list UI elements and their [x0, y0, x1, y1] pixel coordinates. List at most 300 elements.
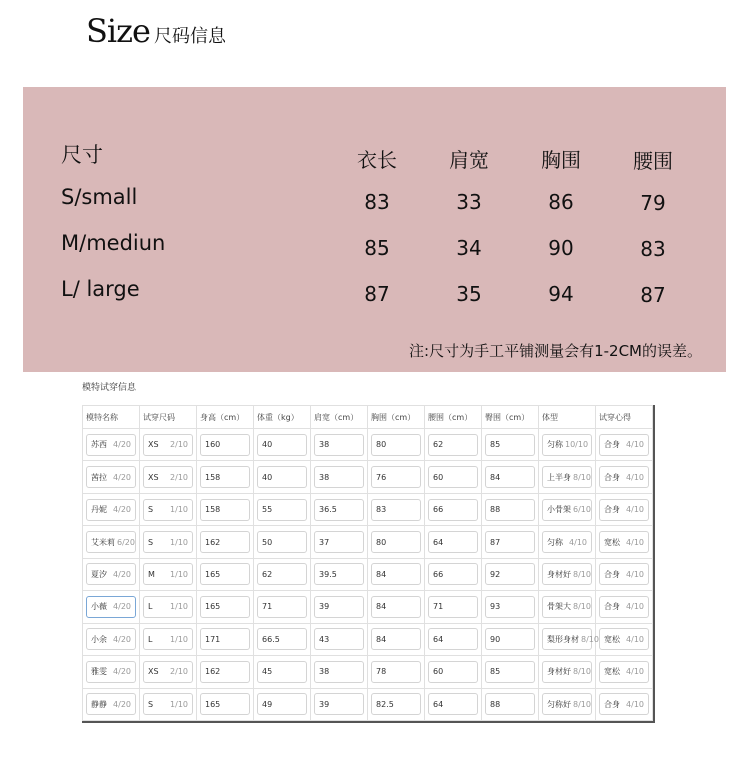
cell-value-box[interactable]: [86, 434, 136, 456]
cell-count: 1/10: [170, 699, 188, 709]
cell-value: 162: [205, 667, 221, 677]
cell-value: 匀称: [547, 440, 563, 450]
cell-value-box[interactable]: [485, 596, 535, 618]
cell-value-box[interactable]: [542, 661, 592, 683]
cell-value-box[interactable]: [200, 563, 250, 585]
column-header: 试穿尺码: [140, 406, 197, 429]
cell-value: 71: [433, 602, 444, 612]
table-cell: [596, 558, 653, 590]
table-cell: [368, 526, 425, 558]
cell-value-box[interactable]: [314, 499, 364, 521]
cell-value-box[interactable]: [371, 661, 421, 683]
cell-value-box[interactable]: [86, 596, 136, 618]
cell-value: 苏西: [91, 440, 107, 450]
column-header: 身高（cm）: [197, 406, 254, 429]
table-cell: [482, 623, 539, 655]
table-row: [83, 558, 653, 590]
cell-count: 8/10: [573, 699, 591, 709]
page-title: [86, 12, 226, 50]
cell-value-box[interactable]: [257, 661, 307, 683]
column-header: 模特名称: [83, 406, 140, 429]
cell-count: 4/20: [113, 634, 131, 644]
cell-value-box[interactable]: [200, 596, 250, 618]
table-cell: [311, 461, 368, 493]
cell-value-box[interactable]: [86, 628, 136, 650]
cell-value-box[interactable]: [485, 434, 535, 456]
cell-value-box[interactable]: [257, 596, 307, 618]
cell-value: 76: [376, 472, 387, 482]
cell-count: 4/20: [113, 569, 131, 579]
table-cell: [197, 558, 254, 590]
cell-value-box[interactable]: [314, 628, 364, 650]
cell-value: 小骨架: [547, 505, 571, 515]
table-cell: [140, 688, 197, 721]
cell-value-box[interactable]: [428, 628, 478, 650]
table-cell: [539, 461, 596, 493]
cell-value: 艾米莉: [91, 537, 115, 547]
cell-value: 38: [319, 472, 330, 482]
cell-value: 84: [376, 634, 387, 644]
cell-value-box[interactable]: [257, 563, 307, 585]
table-cell: [425, 493, 482, 525]
cell-value: 宽松: [604, 667, 620, 677]
cell-value-box[interactable]: [200, 693, 250, 715]
table-row: [83, 688, 653, 721]
cell-value: 身材好: [547, 569, 571, 579]
cell-value-box[interactable]: [599, 596, 649, 618]
cell-value: 88: [490, 699, 501, 709]
cell-value: 171: [205, 634, 221, 644]
table-cell: [83, 526, 140, 558]
table-cell: [596, 461, 653, 493]
table-cell: [311, 656, 368, 688]
cell-value: 165: [205, 602, 221, 612]
cell-value: 55: [262, 505, 273, 515]
cell-value: 匀称: [547, 537, 563, 547]
cell-value: 62: [433, 440, 444, 450]
cell-value-box[interactable]: [257, 628, 307, 650]
table-cell: [83, 623, 140, 655]
cell-value: 合身: [604, 472, 620, 482]
cell-value: 宽松: [604, 537, 620, 547]
size-header-label: 尺寸: [61, 143, 103, 167]
cell-value: 小薇: [91, 602, 107, 612]
table-cell: [197, 526, 254, 558]
table-cell: [140, 591, 197, 623]
table-cell: [425, 526, 482, 558]
cell-value-box[interactable]: [485, 499, 535, 521]
cell-value: 梨形身材: [547, 634, 579, 644]
cell-value: 83: [376, 505, 387, 515]
cell-count: 4/10: [626, 472, 644, 482]
cell-value: 50: [262, 537, 273, 547]
cell-value: 90: [490, 634, 501, 644]
table-cell: [539, 526, 596, 558]
cell-value-box[interactable]: [428, 596, 478, 618]
cell-value: S: [148, 505, 154, 515]
table-cell: [197, 461, 254, 493]
size-value: 87: [364, 282, 390, 306]
table-cell: [254, 461, 311, 493]
cell-count: 6/20: [117, 537, 135, 547]
table-cell: [425, 429, 482, 461]
table-cell: [197, 656, 254, 688]
cell-value-box[interactable]: [542, 531, 592, 553]
cell-value: 158: [205, 505, 221, 515]
cell-value-box[interactable]: [371, 531, 421, 553]
table-cell: [83, 656, 140, 688]
table-cell: [368, 591, 425, 623]
cell-value: 92: [490, 569, 501, 579]
table-cell: [482, 558, 539, 590]
table-cell: [482, 656, 539, 688]
cell-value-box[interactable]: [599, 563, 649, 585]
table-cell: [596, 656, 653, 688]
cell-count: 4/10: [626, 440, 644, 450]
cell-count: 4/20: [113, 699, 131, 709]
cell-count: 1/10: [170, 634, 188, 644]
table-cell: [311, 429, 368, 461]
cell-count: 2/10: [170, 440, 188, 450]
table-cell: [140, 623, 197, 655]
cell-value: 合身: [604, 440, 620, 450]
cell-value: 43: [319, 634, 330, 644]
table-cell: [254, 429, 311, 461]
cell-value-box[interactable]: [86, 563, 136, 585]
table-header-row: [83, 406, 653, 429]
table-cell: [539, 429, 596, 461]
column-header: 体型: [539, 406, 596, 429]
cell-value-box[interactable]: [599, 661, 649, 683]
cell-value: 45: [262, 667, 273, 677]
table-cell: [254, 656, 311, 688]
cell-count: 4/10: [626, 537, 644, 547]
table-cell: [311, 526, 368, 558]
cell-count: 8/10: [573, 602, 591, 612]
cell-value-box[interactable]: [143, 628, 193, 650]
table-cell: [311, 591, 368, 623]
cell-value-box[interactable]: [599, 499, 649, 521]
cell-value-box[interactable]: [542, 466, 592, 488]
cell-value-box[interactable]: [485, 531, 535, 553]
cell-value: 匀称好: [547, 699, 571, 709]
size-value: 83: [640, 237, 666, 261]
cell-count: 1/10: [170, 602, 188, 612]
cell-count: 2/10: [170, 472, 188, 482]
title-size-cn: 尺码信息: [153, 26, 226, 47]
cell-value: 37: [319, 537, 330, 547]
table-cell: [197, 623, 254, 655]
cell-value-box[interactable]: [485, 466, 535, 488]
cell-value: XS: [148, 472, 159, 482]
table-cell: [197, 429, 254, 461]
cell-value: 49: [262, 699, 273, 709]
cell-count: 8/10: [573, 667, 591, 677]
cell-value-box[interactable]: [542, 596, 592, 618]
table-cell: [83, 688, 140, 721]
table-cell: [482, 688, 539, 721]
cell-value: 158: [205, 472, 221, 482]
cell-value-box[interactable]: [86, 531, 136, 553]
cell-value: 合身: [604, 602, 620, 612]
cell-value-box[interactable]: [257, 531, 307, 553]
model-info-title: 模特试穿信息: [82, 383, 137, 393]
size-value: 34: [456, 236, 482, 260]
cell-value-box[interactable]: [314, 661, 364, 683]
cell-value: 上半身: [547, 472, 571, 482]
cell-count: 4/20: [113, 472, 131, 482]
cell-value: 丹妮: [91, 505, 107, 515]
cell-value-box[interactable]: [257, 434, 307, 456]
cell-count: 4/10: [626, 505, 644, 515]
size-header-chest: 胸围: [541, 148, 581, 172]
cell-value-box[interactable]: [314, 531, 364, 553]
size-value: 86: [548, 190, 574, 214]
cell-value-box[interactable]: [200, 531, 250, 553]
cell-value-box[interactable]: [428, 499, 478, 521]
table-cell: [482, 493, 539, 525]
cell-value-box[interactable]: [428, 693, 478, 715]
cell-value-box[interactable]: [599, 531, 649, 553]
table-cell: [368, 429, 425, 461]
cell-value-box[interactable]: [542, 628, 599, 650]
size-row-label: S/small: [61, 185, 138, 209]
table-row: [83, 656, 653, 688]
cell-value: 40: [262, 472, 273, 482]
title-size-word: Size: [86, 12, 150, 50]
cell-value-box[interactable]: [143, 563, 193, 585]
table-cell: [368, 623, 425, 655]
cell-value-box[interactable]: [143, 596, 193, 618]
cell-value-box[interactable]: [143, 499, 193, 521]
cell-value-box[interactable]: [257, 466, 307, 488]
table-cell: [539, 623, 599, 655]
cell-value-box[interactable]: [428, 661, 478, 683]
cell-value-box[interactable]: [599, 693, 649, 715]
cell-value: 39: [319, 699, 330, 709]
cell-value-box[interactable]: [542, 434, 592, 456]
cell-value: 85: [490, 667, 501, 677]
table-cell: [596, 591, 653, 623]
cell-value-box[interactable]: [143, 661, 193, 683]
cell-value: XS: [148, 667, 159, 677]
cell-value: 80: [376, 537, 387, 547]
cell-value-box[interactable]: [428, 531, 478, 553]
table-row: [83, 526, 653, 558]
table-cell: [140, 461, 197, 493]
cell-value-box[interactable]: [143, 531, 193, 553]
cell-value: 66: [433, 505, 444, 515]
cell-value-box[interactable]: [86, 499, 136, 521]
cell-value-box[interactable]: [200, 466, 250, 488]
cell-value-box[interactable]: [143, 693, 193, 715]
cell-value-box[interactable]: [200, 628, 250, 650]
cell-value: 93: [490, 602, 501, 612]
cell-value: 82.5: [376, 699, 394, 709]
cell-value-box[interactable]: [428, 466, 478, 488]
cell-value: 60: [433, 667, 444, 677]
table-row: [83, 461, 653, 493]
table-cell: [368, 493, 425, 525]
table-row: [83, 623, 653, 655]
table-cell: [140, 429, 197, 461]
cell-value-box[interactable]: [371, 499, 421, 521]
cell-value: 71: [262, 602, 273, 612]
cell-value: 小余: [91, 634, 107, 644]
cell-count: 1/10: [170, 569, 188, 579]
table-cell: [140, 656, 197, 688]
cell-value-box[interactable]: [314, 434, 364, 456]
table-cell: [482, 591, 539, 623]
table-cell: [368, 558, 425, 590]
cell-value: 88: [490, 505, 501, 515]
cell-value-box[interactable]: [428, 563, 478, 585]
table-cell: [311, 493, 368, 525]
table-cell: [254, 493, 311, 525]
model-info-table: [82, 405, 655, 723]
cell-value: 38: [319, 667, 330, 677]
table-row: [83, 591, 653, 623]
cell-value-box[interactable]: [485, 628, 535, 650]
table-cell: [425, 591, 482, 623]
cell-value-box[interactable]: [428, 434, 478, 456]
cell-value-box[interactable]: [200, 661, 250, 683]
column-header: 臀围（cm）: [482, 406, 539, 429]
cell-value: 64: [433, 537, 444, 547]
cell-value-box[interactable]: [200, 499, 250, 521]
cell-value-box[interactable]: [86, 466, 136, 488]
size-header-length: 衣长: [357, 148, 397, 172]
cell-value-box[interactable]: [371, 563, 421, 585]
cell-value-box[interactable]: [257, 499, 307, 521]
cell-value-box[interactable]: [371, 628, 421, 650]
table-cell: [425, 623, 482, 655]
table-cell: [539, 656, 596, 688]
cell-value: 合身: [604, 699, 620, 709]
cell-value-box[interactable]: [86, 693, 136, 715]
cell-value-box[interactable]: [314, 693, 364, 715]
column-header: 试穿心得: [596, 406, 653, 429]
cell-value-box[interactable]: [485, 563, 535, 585]
size-value: 94: [548, 282, 574, 306]
cell-count: 4/10: [626, 602, 644, 612]
cell-value-box[interactable]: [86, 661, 136, 683]
table-cell: [596, 688, 653, 721]
size-value: 33: [456, 190, 482, 214]
cell-value: 84: [490, 472, 501, 482]
table-cell: [197, 493, 254, 525]
cell-value-box[interactable]: [314, 466, 364, 488]
cell-value: 36.5: [319, 505, 337, 515]
cell-count: 4/10: [626, 667, 644, 677]
cell-value: L: [148, 602, 153, 612]
cell-value: 162: [205, 537, 221, 547]
table-cell: [311, 623, 368, 655]
cell-value-box[interactable]: [314, 563, 364, 585]
cell-value: 64: [433, 634, 444, 644]
cell-value-box[interactable]: [371, 693, 421, 715]
size-value: 83: [364, 190, 390, 214]
cell-value: 85: [490, 440, 501, 450]
cell-value: 40: [262, 440, 273, 450]
cell-value: 78: [376, 667, 387, 677]
cell-value-box[interactable]: [200, 434, 250, 456]
cell-count: 1/10: [170, 505, 188, 515]
cell-count: 8/10: [581, 634, 599, 644]
table-cell: [368, 688, 425, 721]
size-value: 90: [548, 236, 574, 260]
table-cell: [368, 461, 425, 493]
table-cell: [83, 591, 140, 623]
cell-value-box[interactable]: [314, 596, 364, 618]
cell-value: S: [148, 537, 154, 547]
table-cell: [425, 461, 482, 493]
measurement-note: 注:尺寸为手工平铺测量会有1-2CM的误差。: [409, 342, 702, 360]
cell-count: 1/10: [170, 537, 188, 547]
table-cell: [311, 558, 368, 590]
table-cell: [596, 493, 653, 525]
cell-count: 10/10: [565, 440, 589, 450]
cell-value: 合身: [604, 569, 620, 579]
table-cell: [83, 429, 140, 461]
cell-value: M: [148, 569, 155, 579]
table-cell: [539, 558, 596, 590]
table-cell: [140, 493, 197, 525]
cell-count: 4/20: [113, 602, 131, 612]
cell-value-box[interactable]: [143, 466, 193, 488]
size-value: 87: [640, 283, 666, 307]
cell-count: 8/10: [573, 472, 591, 482]
table-cell: [596, 623, 653, 655]
cell-value-box[interactable]: [257, 693, 307, 715]
cell-count: 4/20: [113, 505, 131, 515]
table-cell: [482, 461, 539, 493]
cell-value-box[interactable]: [371, 434, 421, 456]
table-cell: [539, 688, 596, 721]
size-value: 79: [640, 191, 666, 215]
table-cell: [197, 591, 254, 623]
cell-value: 80: [376, 440, 387, 450]
cell-value-box[interactable]: [542, 563, 592, 585]
cell-value: 39.5: [319, 569, 337, 579]
cell-value-box[interactable]: [371, 596, 421, 618]
cell-value: 84: [376, 602, 387, 612]
cell-value: 165: [205, 569, 221, 579]
cell-value-box[interactable]: [485, 693, 535, 715]
cell-count: 4/10: [569, 537, 587, 547]
table-cell: [254, 558, 311, 590]
cell-value-box[interactable]: [599, 466, 649, 488]
table-cell: [311, 688, 368, 721]
cell-value: 静静: [91, 699, 107, 709]
cell-value-box[interactable]: [542, 499, 592, 521]
cell-value-box[interactable]: [599, 628, 649, 650]
cell-value-box[interactable]: [143, 434, 193, 456]
cell-value-box[interactable]: [542, 693, 592, 715]
cell-value: 夏汐: [91, 569, 107, 579]
cell-count: 2/10: [170, 667, 188, 677]
cell-count: 4/20: [113, 440, 131, 450]
table-cell: [596, 526, 653, 558]
cell-value-box[interactable]: [371, 466, 421, 488]
cell-value: 茜拉: [91, 472, 107, 482]
cell-value-box[interactable]: [485, 661, 535, 683]
size-header-shoulder: 肩宽: [449, 148, 489, 172]
column-header: 腰围（cm）: [425, 406, 482, 429]
table-cell: [254, 688, 311, 721]
table-cell: [197, 688, 254, 721]
cell-value-box[interactable]: [599, 434, 649, 456]
